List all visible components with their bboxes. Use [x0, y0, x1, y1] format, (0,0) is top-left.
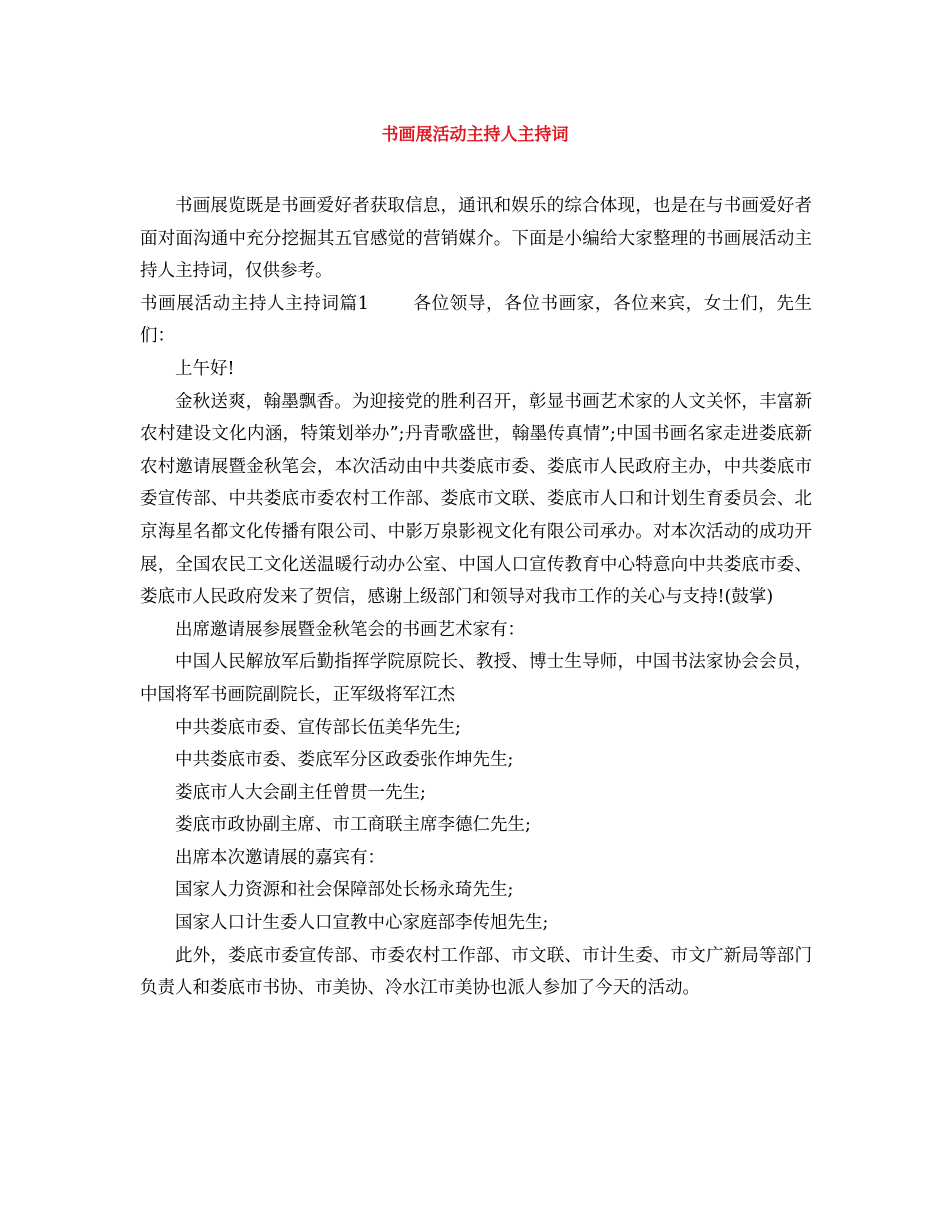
paragraph-guest-1: 国家人力资源和社会保障部处长杨永琦先生;	[175, 880, 514, 901]
document-title: 书画展活动主持人主持词	[381, 125, 569, 145]
paragraph-artist-2: 中共娄底市委、宣传部长伍美华先生;	[175, 717, 461, 738]
paragraph-event-intro: 金秋送爽，翰墨飘香。为迎接党的胜利召开，彰显书画艺术家的人文关怀，丰富新农村建设文化内涵，特策划举办”;丹青歌盛世，翰墨传真情”;中国书画名家走进娄底新农村邀请展暨金秋笔会，本次活动由中共娄底市委、娄底市人民政府主办，中共娄底市委宣传部、中共娄底市委农村工作部、娄底市文联、娄底市人口和计划生育委员会、北京海星名都文化传播有限公司、中影万泉影视文化有限公司承办。对本次活动的成功开展，全国农民工文化送温暖行动办公室、中国人口宣传教育中心特意向中共娄底市委、娄底市人民政府发来了贺信，感谢上级部门和领导对我市工作的关心与支持!(鼓掌)	[140, 391, 812, 608]
paragraph-closing: 此外，娄底市委宣传部、市委农村工作部、市文联、市计生委、市文广新局等部门负责人和娄底市书协、市美协、冷水江市美协也派人参加了今天的活动。	[140, 945, 812, 999]
paragraph-guests-heading: 出席本次邀请展的嘉宾有：	[175, 847, 385, 868]
document-body	[140, 190, 812, 1005]
intro-paragraph: 书画展览既是书画爱好者获取信息，通讯和娱乐的综合体现，也是在与书画爱好者面对面沟通中充分挖掘其五官感觉的营销媒介。下面是小编给大家整理的书画展活动主持人主持词，仅供参考。	[140, 196, 812, 282]
paragraph-artists-heading: 出席邀请展参展暨金秋笔会的书画艺术家有：	[175, 619, 525, 640]
section-heading-line	[140, 288, 812, 353]
paragraph-artist-4: 娄底市人大会副主任曾贯一先生;	[175, 782, 426, 803]
paragraph-greeting: 上午好!	[175, 358, 235, 379]
section-heading: 书画展活动主持人主持词篇1	[140, 293, 369, 314]
paragraph-artist-1: 中国人民解放军后勤指挥学院原院长、教授、博士生导师，中国书法家协会会员，中国将军书画院副院长，正军级将军江杰	[140, 652, 812, 705]
paragraph-guest-2: 国家人口计生委人口宣教中心家庭部李传旭先生;	[175, 913, 549, 934]
paragraph-artist-3: 中共娄底市委、娄底军分区政委张作坤先生;	[175, 750, 514, 771]
opening-address: 各位领导，各位书画家，各位来宾，女士们，先生们：	[140, 293, 813, 347]
paragraph-artist-5: 娄底市政协副主席、市工商联主席李德仁先生;	[175, 815, 531, 836]
